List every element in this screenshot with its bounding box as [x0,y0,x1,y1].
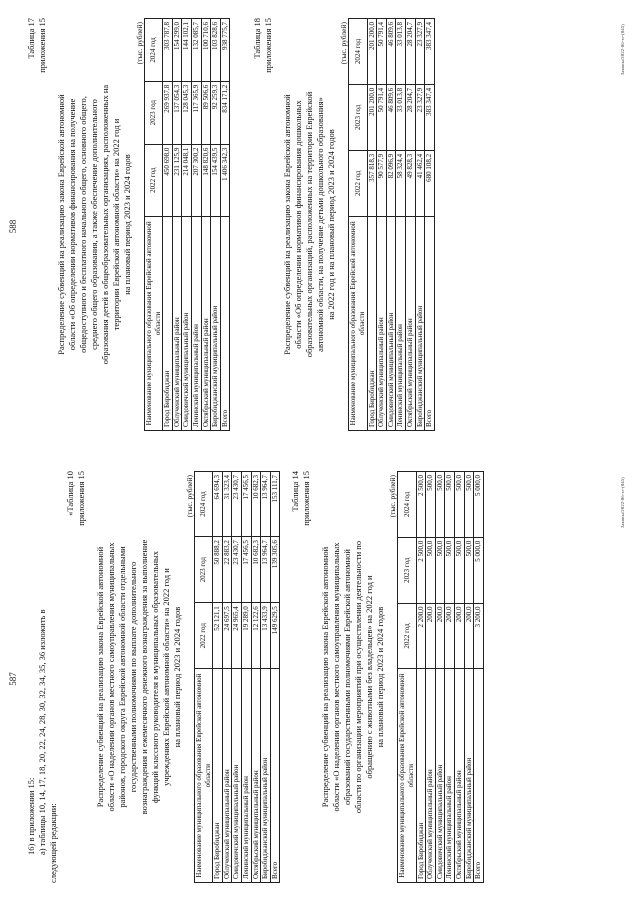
value-cell: 148 820,6 [201,144,211,216]
value-cell: 28 204,7 [405,84,415,150]
value-cell: 24 697,5 [222,603,232,669]
title-line: области «О наделении органов местного самоуправления муниципальных [106,542,116,812]
title-line: области по организации мероприятий при осуществлении деятельности по [353,540,364,814]
table18 [348,18,434,431]
value-cell: 89 506,6 [201,81,211,144]
value-cell: 52 121,1 [213,603,223,669]
value-cell: 137 054,3 [172,81,182,144]
value-cell: 214 048,1 [182,144,192,216]
value-cell: 128 045,3 [182,81,192,144]
municipality-cell: Смидовичский муниципальный район [386,216,396,430]
value-cell: 64 694,3 [213,472,223,537]
municipality-cell: Город Биробиджан [416,669,426,883]
units-label: (тыс. рублей) [388,475,398,518]
value-cell: 3 200,0 [474,603,484,669]
header-cell: Наименование муниципального образования Еврейской автономной области [349,216,367,430]
header-cell: 2024 год [398,472,416,538]
intro-line: следующей редакции: [48,803,58,883]
table14-label [290,471,312,883]
value-cell: 10 682,3 [251,537,261,603]
value-cell: 834 171,2 [220,81,230,144]
value-cell: 500,0 [435,537,445,603]
value-cell: 200,0 [464,603,474,669]
table-row [261,472,271,883]
title-line: Распределение субвенций на реализацию закона Еврейской автономной [56,94,66,355]
title-line: области «Об определении нормативов финансирования на получение [67,98,77,351]
municipality-cell: Облученский муниципальный район [377,216,387,430]
value-cell: 500,0 [454,537,464,603]
title-line: функций классного руководителя в муниципальных образовательных [150,551,160,803]
value-cell: 383 347,4 [425,84,435,150]
title-line: общедоступного и бесплатного начального общего, основного общего, [78,96,88,353]
value-cell: 33 013,8 [396,84,406,150]
value-cell: 231 125,9 [172,144,182,216]
municipality-cell: Всего [270,669,280,883]
value-cell: 31 323,4 [222,472,232,537]
value-cell: 17 456,5 [241,472,251,537]
title-line: на плановый период 2023 и 2024 годов [172,606,182,748]
value-cell: 500,0 [454,472,464,538]
value-cell: 207 300,2 [191,144,201,216]
municipality-cell: Биробиджанский муниципальный район [415,216,425,430]
value-cell: 50 791,4 [377,19,387,85]
page-footer: Законы/2022-06-зг-(045) [620,24,625,76]
value-cell: 23 327,9 [415,19,425,85]
value-cell: 200,0 [435,603,445,669]
value-cell: 1 406 342,3 [220,144,230,216]
municipality-cell: Ленинский муниципальный район [445,669,455,883]
municipality-cell: Ленинский муниципальный район [191,216,201,430]
value-cell: 28 204,7 [405,19,415,85]
table-row [464,472,474,883]
table-total-row [220,19,230,431]
municipality-cell: Биробиджанский муниципальный район [211,216,221,430]
municipality-cell: Облученский муниципальный район [426,669,436,883]
municipality-cell: Облученский муниципальный район [222,669,232,883]
table-row [172,19,182,431]
table-total-row [474,472,484,883]
table-row [405,19,415,431]
municipality-cell: Ленинский муниципальный район [241,669,251,883]
value-cell: 938 775,7 [220,19,230,82]
municipality-cell: Город Биробиджан [213,669,223,883]
table-label-line: Таблица 18 [252,18,263,59]
table-label-line: приложения 15 [76,471,86,526]
page-footer: Законы/2022-06-зг-(045) [620,477,625,529]
value-cell: 22 883,2 [222,537,232,603]
title-line: вознаграждения и ежемесячного денежного вознаграждения за выполнение [139,539,149,815]
value-cell: 450 698,0 [163,144,173,216]
value-cell: 269 937,8 [163,81,173,144]
header-cell: 2024 год [195,472,213,537]
value-cell: 5 000,0 [474,537,484,603]
page-number: 588 [8,219,18,234]
table-row [367,19,377,431]
value-cell: 132 085,7 [191,19,201,82]
table-row [435,472,445,883]
intro-line: а) таблицы 10, 14, 17, 18, 20, 22, 24, 28, 30, 32, 34, 35, 36 изложить в [37,609,47,855]
table-row [222,472,232,883]
header-cell: 2022 год [349,150,367,216]
value-cell: 500,0 [426,472,436,538]
table-row [377,19,387,431]
table-row [426,472,436,883]
header-cell: 2023 год [195,537,213,603]
table-header-row [195,472,213,883]
municipality-cell: Смидовичский муниципальный район [182,216,192,430]
value-cell: 117 365,9 [191,81,201,144]
table-label-line: приложения 15 [263,18,274,73]
municipality-cell: Всего [474,669,484,883]
table-label-line: приложения 15 [37,18,47,73]
value-cell: 13 433,9 [261,603,271,669]
table-row [211,19,221,431]
municipality-cell: Октябрьский муниципальный район [405,216,415,430]
title-line: образований государственными полномочиями Еврейской автономной [342,549,353,805]
value-cell: 46 809,6 [386,84,396,150]
value-cell: 500,0 [426,537,436,603]
municipality-cell: Октябрьский муниципальный район [251,669,261,883]
table-row [251,472,261,883]
value-cell: 13 964,7 [261,472,271,537]
table-row [182,19,192,431]
municipality-cell: Город Биробиджан [163,216,173,430]
table18-label [252,18,274,431]
left-page [0,453,639,905]
title-line: учреждениях Еврейской автономной области» на 2022 год и [161,568,171,786]
table18-title [282,24,337,425]
municipality-cell: Облученский муниципальный район [172,216,182,430]
table-header-row [398,472,416,883]
intro-line: 16) в приложении 15: [26,777,36,855]
table-total-row [270,472,280,883]
value-cell: 500,0 [464,537,474,603]
value-cell: 200,0 [454,603,464,669]
title-line: области «Об определении нормативов финансирования дошкольных [293,100,304,349]
value-cell: 200,0 [426,603,436,669]
value-cell: 139 305,6 [270,537,280,603]
value-cell: 201 200,0 [367,19,377,85]
value-cell: 5 000,0 [474,472,484,538]
table-row [232,472,242,883]
table-row [396,19,406,431]
value-cell: 82 096,9 [386,150,396,216]
title-line: Распределение субвенций на реализацию закона Еврейской автономной [282,94,293,355]
value-cell: 153 111,7 [270,472,280,537]
header-cell: 2022 год [145,144,163,216]
value-cell: 500,0 [435,472,445,538]
title-line: области «О наделении органов местного самоуправления муниципальных [331,542,342,812]
table-label-line: приложения 15 [301,471,312,526]
title-line: обращению с животными без владельцев» на 2022 год и [364,575,375,779]
value-cell: 41 462,4 [415,150,425,216]
table-row [415,19,425,431]
value-cell: 500,0 [445,472,455,538]
value-cell: 58 324,4 [396,150,406,216]
municipality-cell: Город Биробиджан [367,216,377,430]
value-cell: 2 200,0 [416,603,426,669]
title-line: образования детей в общеобразовательных организациях, расположенных на [100,84,110,365]
title-line: государственными полномочиями по выплате дополнительного [128,561,138,793]
value-cell: 23 430,7 [232,537,242,603]
value-cell: 144 102,1 [182,19,192,82]
header-cell: 2023 год [398,537,416,603]
municipality-cell: Октябрьский муниципальный район [454,669,464,883]
municipality-cell: Биробиджанский муниципальный район [261,669,271,883]
title-line: автономной области, на получение детьми дошкольного образования» [315,97,326,352]
table-header-row [145,19,163,431]
header-cell: 2023 год [145,81,163,144]
page-number: 587 [8,672,18,686]
header-cell: 2022 год [195,603,213,669]
value-cell: 10 682,3 [251,472,261,537]
header-cell: 2022 год [398,603,416,669]
value-cell: 149 629,5 [270,603,280,669]
value-cell: 90 577,9 [377,150,387,216]
header-cell: Наименование муниципального образования Еврейской автономной области [398,669,416,883]
title-line: Распределение субвенций на реализацию закона Еврейской автономной [320,546,331,808]
value-cell: 24 965,4 [232,603,242,669]
municipality-cell: Октябрьский муниципальный район [201,216,211,430]
value-cell: 680 108,2 [425,150,435,216]
header-cell: 2024 год [145,19,163,82]
value-cell: 13 964,7 [261,537,271,603]
right-page-content [26,18,435,431]
table14-title [320,477,386,877]
value-cell: 154 299,0 [172,19,182,82]
value-cell: 23 430,7 [232,472,242,537]
units-label: (тыс. рублей) [339,22,349,65]
value-cell: 303 787,8 [163,19,173,82]
table10 [194,471,280,883]
table-total-row [425,19,435,431]
header-cell: Наименование муниципального образования Еврейской автономной области [195,669,213,883]
intro-paragraph [26,471,59,883]
table-row [213,472,223,883]
table-row [241,472,251,883]
value-cell: 50 791,4 [377,84,387,150]
value-cell: 500,0 [464,472,474,538]
value-cell: 49 828,3 [405,150,415,216]
table-label-line: Таблица 14 [290,471,301,512]
value-cell: 92 259,3 [211,81,221,144]
header-cell: 2024 год [349,19,367,85]
municipality-cell: Смидовичский муниципальный район [232,669,242,883]
header-cell: 2023 год [349,84,367,150]
title-line: на плановый период 2023 и 2024 годов [375,606,386,748]
value-cell: 201 200,0 [367,84,377,150]
value-cell: 200,0 [445,603,455,669]
table-label-line: «Таблица 10 [65,471,75,516]
municipality-cell: Смидовичский муниципальный район [435,669,445,883]
table-row [445,472,455,883]
value-cell: 2 500,0 [416,472,426,538]
header-cell: Наименование муниципального образования Еврейской автономной области [145,216,163,430]
table-row [386,19,396,431]
table-row [191,19,201,431]
table17-title [56,24,133,425]
title-line: на 2022 год и на плановый период 2023 и 2024 годов [326,129,337,320]
value-cell: 2 500,0 [416,537,426,603]
value-cell: 383 347,4 [425,19,435,85]
table-header-row [349,19,367,431]
value-cell: 103 828,6 [211,19,221,82]
value-cell: 17 456,5 [241,537,251,603]
value-cell: 154 439,5 [211,144,221,216]
units-label: (тыс. рублей) [135,22,144,65]
value-cell: 46 809,6 [386,19,396,85]
title-line: районов, городского округа Еврейской автономной области отдельными [117,546,127,808]
title-line: образовательных организаций, расположенных на территории Еврейской [304,91,315,358]
table-row [201,19,211,431]
table17-label [26,18,48,431]
value-cell: 50 888,2 [213,537,223,603]
table10-title [95,477,183,877]
municipality-cell: Биробиджанский муниципальный район [464,669,474,883]
title-line: территории Еврейской автономной области» на 2022 год и [111,118,121,331]
value-cell: 19 289,0 [241,603,251,669]
table-row [454,472,464,883]
table-label-line: Таблица 17 [26,18,36,59]
value-cell: 12 122,6 [251,603,261,669]
value-cell: 100 710,6 [201,19,211,82]
municipality-cell: Всего [425,216,435,430]
value-cell: 500,0 [445,537,455,603]
title-line: среднего общего образования, а также обеспечение дополнительного [89,99,99,350]
value-cell: 357 818,3 [367,150,377,216]
table10-label [65,471,87,883]
table-row [416,472,426,883]
table14 [397,471,483,883]
title-line: на плановый период 2023 и 2024 годов [122,154,132,295]
value-cell: 23 327,9 [415,84,425,150]
units-label: (тыс. рублей) [185,475,194,518]
left-page-content [26,471,484,883]
municipality-cell: Ленинский муниципальный район [396,216,406,430]
municipality-cell: Всего [220,216,230,430]
table17 [144,18,230,431]
title-line: Распределение субвенций на реализацию закона Еврейской автономной [95,546,105,808]
value-cell: 33 013,8 [396,19,406,85]
table-row [163,19,173,431]
